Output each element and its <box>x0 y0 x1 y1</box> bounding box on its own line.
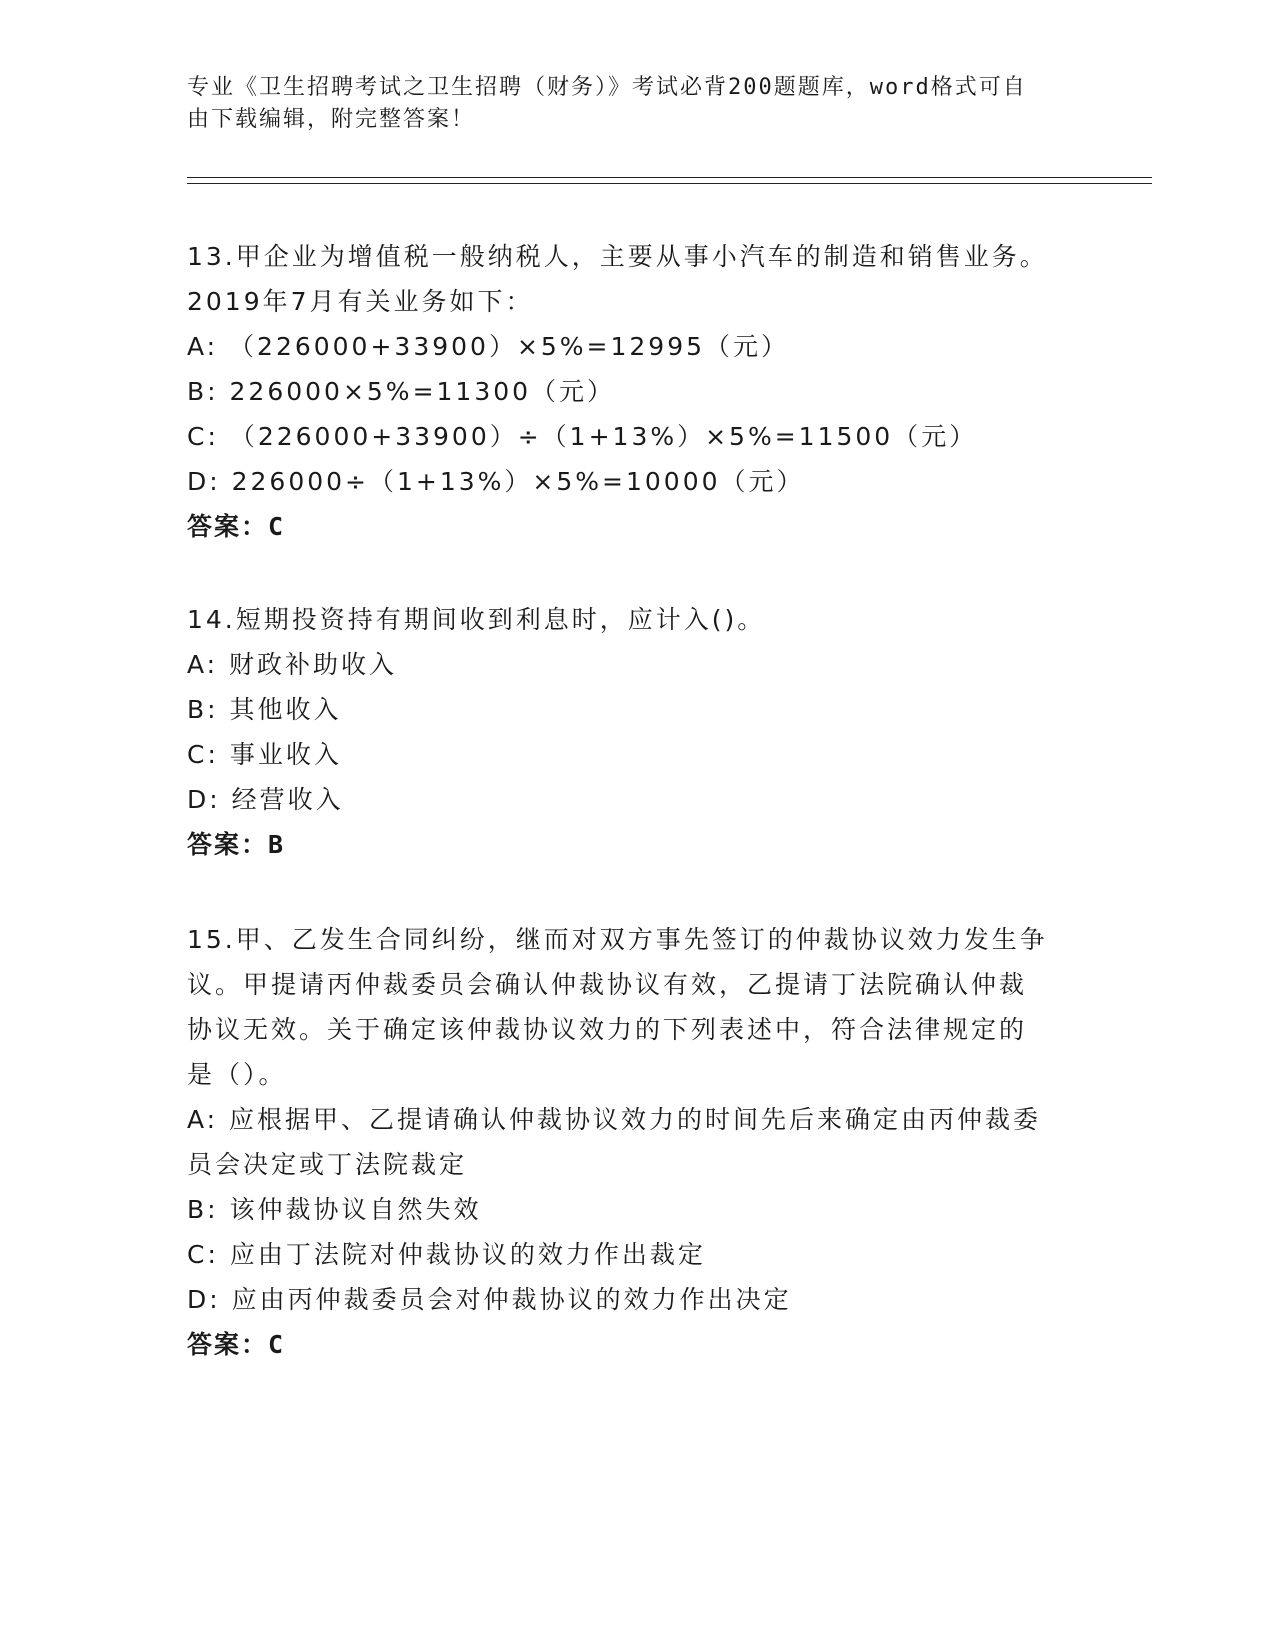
question-14 <box>187 597 1087 868</box>
question-stem-line: 14.短期投资持有期间收到利息时，应计入()。 <box>187 605 766 634</box>
header-divider-top <box>187 177 1152 178</box>
option-b: B: 226000×5%=11300（元） <box>187 377 616 406</box>
question-13 <box>187 234 1087 550</box>
option-a: A: 财政补助收入 <box>187 650 398 679</box>
option-b: B: 其他收入 <box>187 695 342 724</box>
question-stem-line: 协议无效。关于确定该仲裁协议效力的下列表述中，符合法律规定的 <box>187 1015 1028 1044</box>
answer-line: 答案：C <box>187 512 286 541</box>
header-line-2: 由下载编辑，附完整答案！ <box>187 107 476 132</box>
question-stem-line: 议。甲提请丙仲裁委员会确认仲裁协议有效，乙提请丁法院确认仲裁 <box>187 970 1028 999</box>
option-a: A: 应根据甲、乙提请确认仲裁协议效力的时间先后来确定由丙仲裁委 <box>187 1105 1042 1134</box>
option-c: C: 事业收入 <box>187 740 342 769</box>
option-a: A: （226000+33900）×5%=12995（元） <box>187 332 790 361</box>
question-stem-line: 是（）。 <box>187 1060 287 1089</box>
option-b: B: 该仲裁协议自然失效 <box>187 1195 482 1224</box>
document-header <box>187 72 1067 136</box>
header-line-1: 专业《卫生招聘考试之卫生招聘（财务）》考试必背200题题库，word格式可自 <box>187 75 1027 100</box>
option-c: C: （226000+33900）÷（1+13%）×5%=11500（元） <box>187 422 978 451</box>
option-d: D: 226000÷（1+13%）×5%=10000（元） <box>187 467 805 496</box>
option-c: C: 应由丁法院对仲裁协议的效力作出裁定 <box>187 1240 706 1269</box>
option-d: D: 经营收入 <box>187 785 344 814</box>
question-stem-line: 15.甲、乙发生合同纠纷，继而对双方事先签订的仲裁协议效力发生争 <box>187 925 1048 954</box>
answer-line: 答案：B <box>187 830 286 859</box>
question-stem-line: 2019年7月有关业务如下： <box>187 287 534 316</box>
answer-line: 答案：C <box>187 1330 286 1359</box>
option-a-continued: 员会决定或丁法院裁定 <box>187 1150 468 1179</box>
option-d: D: 应由丙仲裁委员会对仲裁协议的效力作出决定 <box>187 1285 792 1314</box>
question-15 <box>187 917 1087 1368</box>
question-stem-line: 13.甲企业为增值税一般纳税人，主要从事小汽车的制造和销售业务。 <box>187 242 1048 271</box>
header-divider-bottom <box>187 183 1152 184</box>
